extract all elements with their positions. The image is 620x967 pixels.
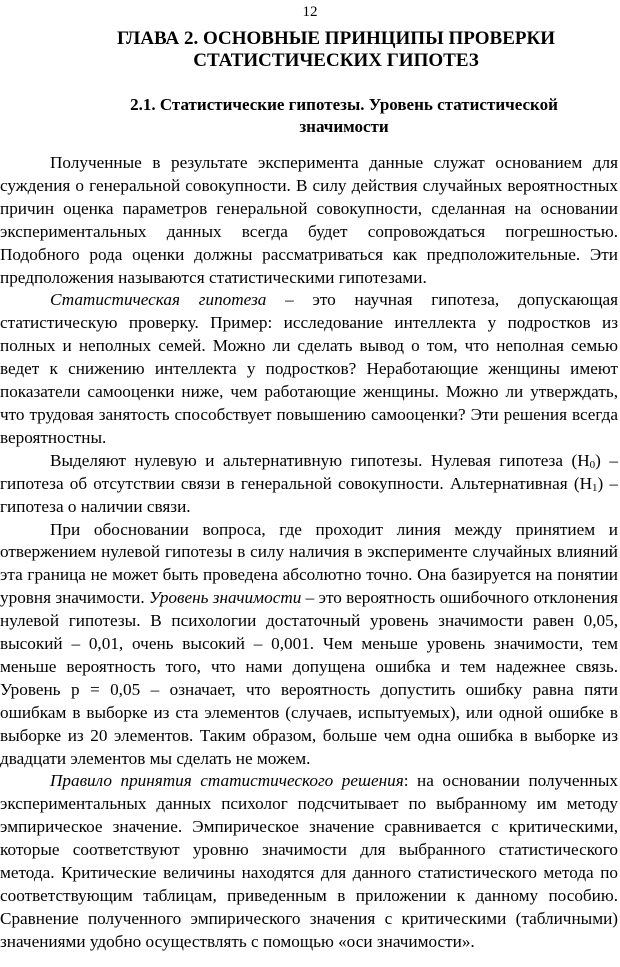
paragraph-significance-text-a: При обосновании вопроса, где проходит линия между принятием и отвержением нулевой гипотезы в силу наличия в эксперименте случайных влияний эта граница не может быть проведена абсолютно точно. Она базируется на понятии уровня значимости. bbox=[0, 519, 618, 608]
chapter-title-line-2: СТАТИСТИЧЕСКИХ ГИПОТЕЗ bbox=[193, 50, 479, 71]
term-statistical-hypothesis: Статистическая гипотеза bbox=[50, 290, 267, 310]
paragraph-null-text-c: ) – гипотеза о наличии связи. bbox=[0, 473, 618, 516]
paragraph-null-alternative bbox=[0, 450, 618, 519]
chapter-title-line-1: ГЛАВА 2. ОСНОВНЫЕ ПРИНЦИПЫ ПРОВЕРКИ bbox=[116, 28, 556, 49]
paragraph-decision-text: : на основании полученных экспериментальных данных психолог подсчитывает по выбранному им методу эмпирическое значение. Эмпирическое значение сравнивается с критическими, которые соответствуют уровню значимости для выбранного статистического метода. Критические величины находятся для данного статистического метода по соответствующим таблицам, приведенным в приложении к данному пособию. Сравнение полученного эмпирического значения с критическими (табличными) значениями удобно осуществлять с помощью «оси значимости». bbox=[0, 771, 618, 951]
paragraph-null-text-b: ) – гипотеза об отсутствии связи в генеральной совокупности. Альтернативная (H bbox=[0, 450, 618, 493]
subscript-one: 1 bbox=[591, 481, 598, 494]
section-title-line-2: значимости bbox=[299, 117, 389, 136]
chapter-title bbox=[96, 28, 576, 72]
section-title-line-1: 2.1. Статистические гипотезы. Уровень статистической bbox=[130, 95, 558, 114]
paragraph-significance-text-b: – это вероятность ошибочного отклонения нулевой гипотезы. В психологии достаточный уровень значимости равен 0,05, высокий – 0,01, очень высокий – 0,001. Чем меньше уровень значимости, тем меньше вероятность того, что нами допущена ошибка и тем надежнее связь. Уровень p = 0,05 – означает, что вероятность допустить ошибку равна пяти ошибкам в выборке из ста элементов (случаев, испытуемых), или одной ошибке в выборке из 20 элементов. Таким образом, больше чем одна ошибка в выборке из двадцати элементов мы сделать не можем. bbox=[0, 588, 618, 768]
subscript-zero: 0 bbox=[589, 458, 596, 471]
paragraph-null-text-a: Выделяют нулевую и альтернативную гипотезы. Нулевая гипотеза (H bbox=[50, 450, 590, 470]
page-number: 12 bbox=[302, 4, 318, 20]
paragraph-hypothesis-text: – это научная гипотеза, допускающая статистическую проверку. Пример: исследование интеллекта у подростков из полных и неполных семей. Можно ли сделать вывод о том, что неполная семью ведет к снижению интеллекта у подростков? Неработающие женщины имеют показатели самооценки ниже, чем работающие женщины. Можно ли утверждать, что трудовая занятость способствует повышению самооценки? Эти решения всегда вероятностны. bbox=[0, 290, 618, 447]
paragraph-significance-level bbox=[0, 519, 618, 771]
body-text bbox=[0, 152, 618, 954]
paragraph-decision-rule bbox=[0, 770, 618, 953]
term-significance-level: Уровень значимости bbox=[148, 588, 302, 608]
paragraph-intro: Полученные в результате эксперимента данные служат основанием для суждения о генеральной совокупности. В силу действия случайных вероятностных причин оценка параметров генеральной совокупности, сделанная на основании экспериментальных данных всегда будет сопровождаться погрешностью. Подобного рода оценки должны рассматриваться как предположительные. Эти предположения называются статистическими гипотезами. bbox=[0, 153, 618, 287]
paragraph-hypothesis-definition bbox=[0, 289, 618, 449]
section-title bbox=[84, 94, 604, 138]
term-decision-rule: Правило принятия статистического решения bbox=[50, 771, 404, 791]
